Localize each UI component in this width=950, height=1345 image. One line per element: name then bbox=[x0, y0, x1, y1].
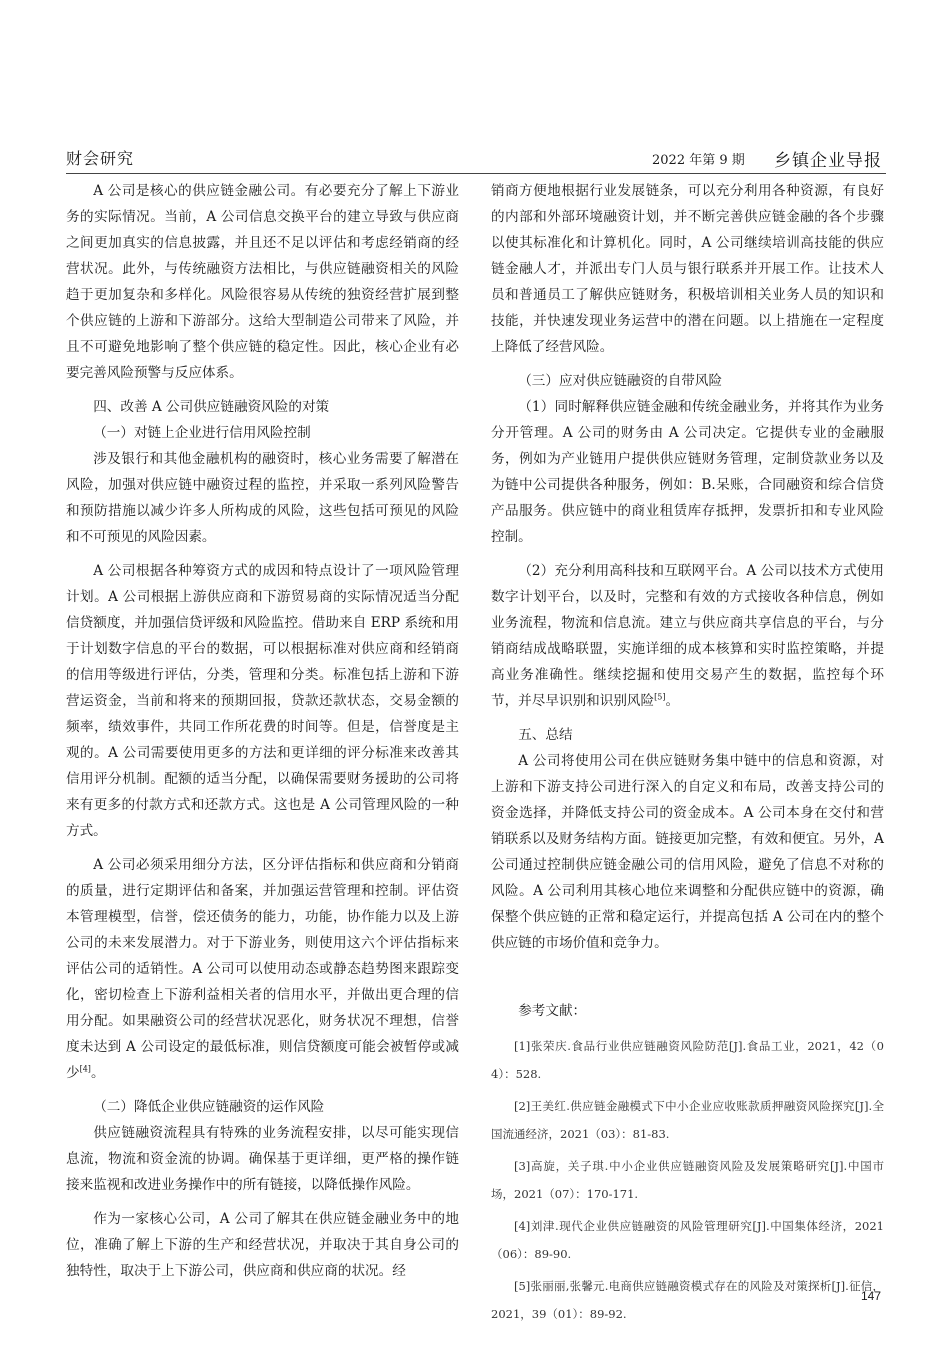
running-header bbox=[66, 146, 886, 172]
reference-item: [1]张荣庆.食品行业供应链融资风险防范[J].食品工业，2021，42（04）：528. bbox=[491, 1039, 884, 1081]
paragraph: A 公司根据各种筹资方式的成因和特点设计了一项风险管理计划。A 公司根据上游供应商和下游贸易商的实际情况适当分配信贷额度，并加强信贷评级和风险监控。借助来自 ERP 系统和用于计划数字信息的平台的数据，可以根据标准对供应商和经销商的信用等级进行评估，分类，管理和分类。标准包括上游和下游营运资金，当前和将来的预期回报，贷款还款状态，交易金额的频率，绩效事件，共同工作所花费的时间等。但是，信誉度是主观的。A 公司需要使用更多的方法和更详细的评分标准来改善其信用评分机制。配额的适当分配，以确保需要财务援助的公司将来有更多的付款方式和还款方式。这也是 A 公司管理风险的一种方式。 bbox=[66, 563, 459, 839]
journal-title: 乡镇企业导报 bbox=[774, 151, 882, 171]
paragraph: 涉及银行和其他金融机构的融资时，核心业务需要了解潜在风险，加强对供应链中融资过程的监控，并采取一系列风险警告和预防措施以减少许多人所构成的风险，这些包括可预见的风险和不可预见的风险因素。 bbox=[66, 451, 459, 545]
header-rule bbox=[66, 173, 886, 174]
citation: [4] bbox=[79, 1064, 91, 1074]
subsection-heading: （三）应对供应链融资的自带风险 bbox=[518, 373, 723, 389]
section-heading: 五、总结 bbox=[518, 727, 573, 743]
paragraph: （1）同时解释供应链金融和传统金融业务，并将其作为业务分开管理。A 公司的财务由 A 公司决定。它提供专业的金融服务，例如为产业链用户提供供应链财务管理，定制贷款业务以及为链中公司提供各种服务，例如：B.呆账，合同融资和综合信贷产品服务。供应链中的商业租赁库存抵押，发票折扣和专业风险控制。 bbox=[491, 399, 884, 545]
issue-label: 2022 年第 9 期 bbox=[652, 153, 745, 168]
reference-item: [2]王美红.供应链金融模式下中小企业应收账款质押融资风险探究[J].全国流通经济，2021（03）：81-83. bbox=[491, 1099, 884, 1141]
paragraph-text: A 公司必须采用细分方法，区分评估指标和供应商和分销商的质量，进行定期评估和备案，并加强运营管理和控制。评估资本管理模型，信誉，偿还债务的能力，功能，协作能力以及上游公司的未来发展潜力。对于下游业务，则使用这六个评估指标来评估公司的适销性。A 公司可以使用动态或静态趋势图来跟踪变化，密切检查上下游利益相关者的信用水平，并做出更合理的信用分配。如果融资公司的经营状况恶化，财务状况不理想，信誉度未达到 A 公司设定的最低标准，则信贷额度可能会被暂停或减少 bbox=[66, 857, 459, 1081]
references-title: 参考文献： bbox=[518, 1003, 587, 1019]
paragraph: 销商方便地根据行业发展链条，可以充分利用各种资源，有良好的内部和外部环境融资计划，并不断完善供应链金融的各个步骤以使其标准化和计算机化。同时，A 公司继续培训高技能的供应链金融人才，并派出专门人员与银行联系并开展工作。让技术人员和普通员工了解供应链财务，积极培训相关业务人员的知识和技能，并快速发现业务运营中的潜在问题。以上措施在一定程度上降低了经营风险。 bbox=[491, 183, 884, 355]
paragraph: 作为一家核心公司，A 公司了解其在供应链金融业务中的地位，准确了解上下游的生产和经营状况，并取决于其自身公司的独特性，取决于上下游公司，供应商和供应商的状况。经 bbox=[66, 1211, 459, 1279]
paragraph: A 公司是核心的供应链金融公司。有必要充分了解上下游业务的实际情况。当前，A 公司信息交换平台的建立导致与供应商之间更加真实的信息披露，并且还不足以评估和考虑经销商的经营状况。此外，与传统融资方法相比，与供应链融资相关的风险趋于更加复杂和多样化。风险很容易从传统的独资经营扩展到整个供应链的上游和下游部分。这给大型制造公司带来了风险，并且不可避免地影响了整个供应链的稳定性。因此，核心企业有必要完善风险预警与反应体系。 bbox=[66, 183, 459, 381]
citation: [5] bbox=[654, 692, 666, 702]
page-number: 147 bbox=[861, 1289, 882, 1303]
section-heading: 四、改善 A 公司供应链融资风险的对策 bbox=[93, 399, 330, 415]
paragraph: A 公司将使用公司在供应链财务集中链中的信息和资源，对上游和下游支持公司进行深入的自定义和布局，改善支持公司的资金选择，并降低支持公司的资金成本。A 公司本身在交付和营销联系以及财务结构方面。链接更加完整，有效和便宜。另外，A 公司通过控制供应链金融公司的信用风险，避免了信息不对称的风险。A 公司利用其核心地位来调整和分配供应链中的资源，确保整个供应链的正常和稳定运行，并提高包括 A 公司在内的整个供应链的市场价值和竞争力。 bbox=[491, 753, 884, 951]
paragraph bbox=[66, 852, 459, 1086]
paragraph-end: 。 bbox=[665, 693, 680, 709]
reference-item: [3]高旋，关子琪.中小企业供应链融资风险及发展策略研究[J].中国市场，2021（07）：170-171. bbox=[491, 1159, 884, 1201]
right-column bbox=[491, 178, 884, 1332]
reference-item: [4]刘津.现代企业供应链融资的风险管理研究[J].中国集体经济，2021（06）：89-90. bbox=[491, 1219, 884, 1261]
reference-item: [5]张丽丽,张馨元.电商供应链融资模式存在的风险及对策探析[J].征信，2021，39（01）：89-92. bbox=[491, 1279, 884, 1321]
section-title: 财会研究 bbox=[66, 149, 135, 168]
left-column bbox=[66, 178, 459, 1284]
subsection-heading: （二）降低企业供应链融资的运作风险 bbox=[93, 1099, 325, 1115]
paragraph-end: 。 bbox=[90, 1065, 105, 1081]
subsection-heading: （一）对链上企业进行信用风险控制 bbox=[93, 425, 311, 441]
paragraph-text: （2）充分利用高科技和互联网平台。A 公司以技术方式使用数字计划平台，以及时，完整和有效的方式接收各种信息，例如业务流程，物流和信息流。建立与供应商共享信息的平台，与分销商结成战略联盟，实施详细的成本核算和实时监控策略，并提高业务准确性。继续挖掘和使用交易产生的数据，监控每个环节，并尽早识别和识别风险 bbox=[491, 563, 884, 709]
paragraph bbox=[491, 558, 884, 714]
paragraph: 供应链融资流程具有特殊的业务流程安排，以尽可能实现信息流，物流和资金流的协调。确保基于更详细，更严格的操作链接来监视和改进业务操作中的所有链接，以降低操作风险。 bbox=[66, 1125, 459, 1193]
